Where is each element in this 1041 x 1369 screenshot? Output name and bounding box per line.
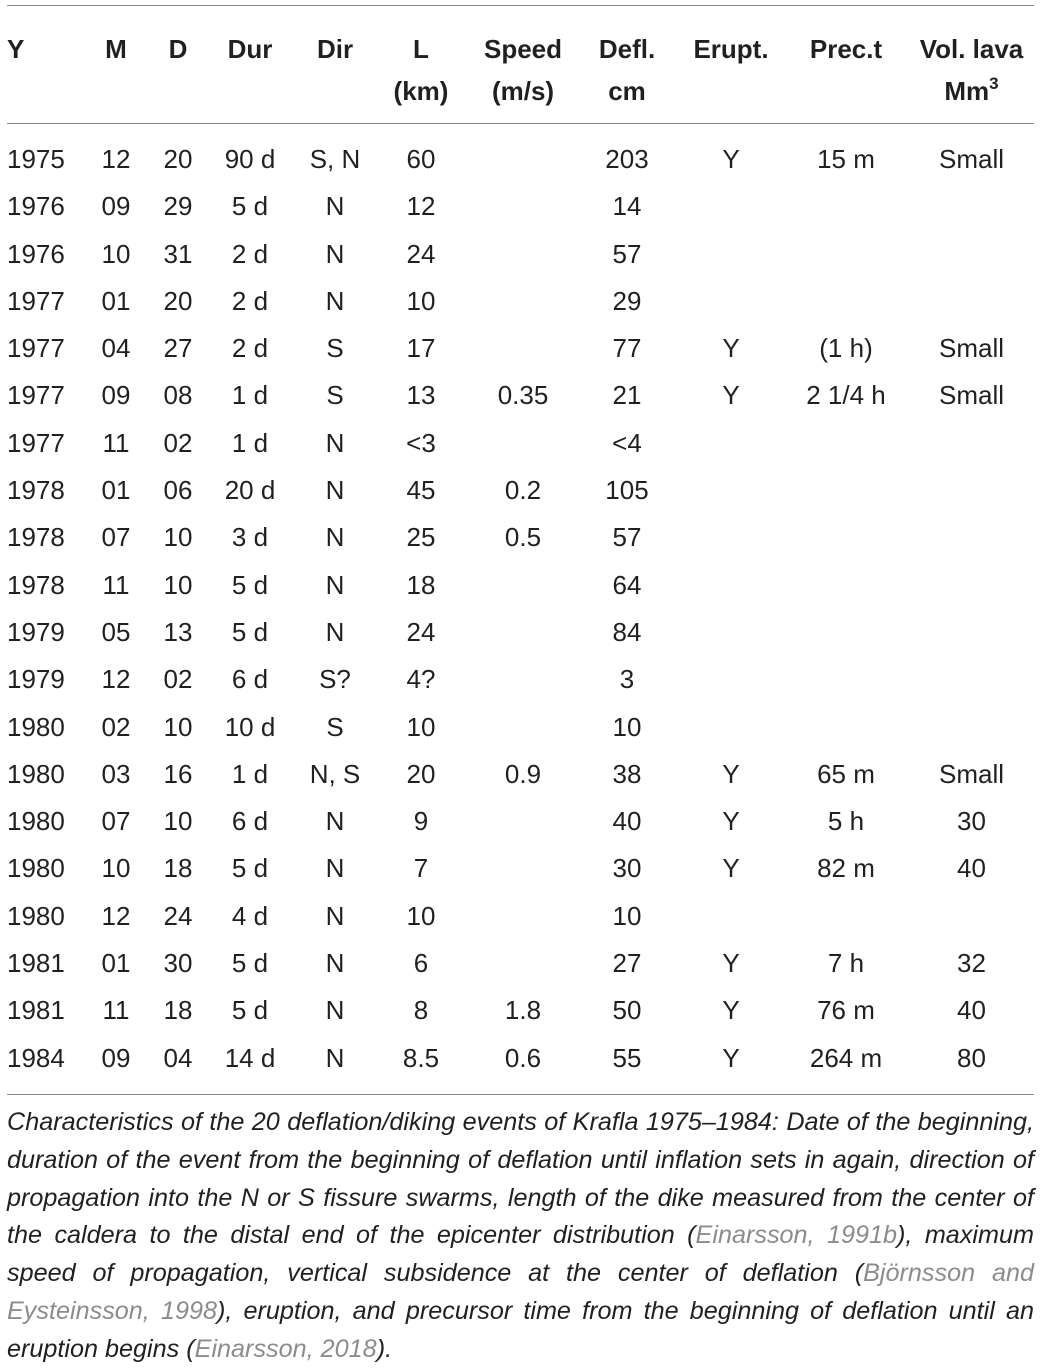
cell-deflation: 84 [612, 616, 642, 647]
cell-month: 01 [101, 475, 131, 506]
cell-length: 8 [413, 995, 429, 1026]
cell-precursor-time [783, 893, 909, 940]
table-row [7, 325, 1034, 372]
cell-year: 1981 [7, 995, 65, 1026]
column-subheader-deflation: cm [608, 76, 646, 106]
cell-length: <3 [406, 427, 436, 458]
cell-duration: 4 d [231, 900, 269, 931]
column-subheader-direction [299, 68, 371, 118]
table-row [7, 372, 1034, 419]
table-row [7, 420, 1034, 467]
cell-month: 09 [101, 191, 131, 222]
cell-year: 1977 [7, 427, 65, 458]
cell-length: 12 [406, 191, 436, 222]
cell-precursor-time [783, 420, 909, 467]
cell-lava-volume: Small [938, 758, 1004, 789]
cell-eruption: Y [722, 1042, 740, 1073]
cell-deflation: 50 [612, 995, 642, 1026]
cell-deflation: <4 [612, 427, 642, 458]
cell-month: 03 [101, 758, 131, 789]
cell-duration: 1 d [231, 380, 269, 411]
cell-precursor-time [783, 183, 909, 230]
table-caption [7, 1104, 1034, 1369]
cell-direction: N [325, 806, 345, 837]
cell-month: 09 [101, 380, 131, 411]
cell-month: 11 [102, 569, 130, 600]
table-row [7, 798, 1034, 845]
column-header-lava-volume: Vol. lava [919, 34, 1024, 64]
cell-day: 31 [163, 238, 193, 269]
cell-deflation: 38 [612, 758, 642, 789]
table-row [7, 183, 1034, 230]
cell-year: 1977 [7, 333, 65, 364]
cell-deflation: 21 [612, 380, 642, 411]
cell-speed: 0.2 [504, 475, 542, 506]
column-subheader-duration [201, 68, 299, 118]
table-row [7, 467, 1034, 514]
cell-year: 1979 [7, 664, 65, 695]
cell-length: 7 [413, 853, 429, 884]
cell-deflation: 203 [605, 144, 649, 174]
cell-eruption [679, 704, 783, 751]
cell-direction: S [326, 333, 344, 364]
cell-speed [471, 656, 575, 703]
cell-deflation: 77 [612, 333, 642, 364]
cell-precursor-time [783, 562, 909, 609]
cell-deflation: 29 [612, 285, 642, 316]
cell-lava-volume [909, 609, 1034, 656]
cell-speed [471, 231, 575, 278]
cell-year: 1980 [7, 758, 65, 789]
column-header-day: D [168, 34, 188, 64]
column-header-direction: Dir [316, 34, 354, 64]
cell-direction: S, N [309, 144, 361, 174]
cell-duration: 5 d [231, 569, 269, 600]
cell-lava-volume [909, 893, 1034, 940]
cell-day: 10 [163, 711, 193, 742]
cell-direction: S [326, 380, 344, 411]
cell-speed [471, 609, 575, 656]
column-header-duration: Dur [227, 34, 273, 64]
cell-day: 16 [163, 758, 193, 789]
column-header-precursor-time: Prec.t [809, 34, 883, 64]
column-subheader-month [77, 68, 155, 118]
cell-duration: 2 d [231, 285, 269, 316]
cell-precursor-time [783, 467, 909, 514]
cell-duration: 1 d [231, 758, 269, 789]
cell-lava-volume [909, 514, 1034, 561]
column-header-speed: Speed [483, 34, 563, 64]
cell-direction: N [325, 900, 345, 931]
cell-length: 4? [406, 664, 436, 695]
cell-day: 10 [163, 806, 193, 837]
cell-lava-volume [909, 656, 1034, 703]
cell-precursor-time: 15 m [817, 144, 875, 174]
cell-eruption [679, 467, 783, 514]
cell-eruption: Y [722, 948, 740, 979]
citation-link-einarsson-1991b[interactable]: Einarsson, 1991b [695, 1221, 898, 1250]
cell-deflation: 3 [619, 664, 635, 695]
cell-precursor-time: 2 1/4 h [806, 380, 886, 411]
table-header [7, 0, 1034, 136]
table-row [7, 656, 1034, 703]
cell-length: 60 [406, 144, 436, 174]
column-subheader-precursor-time [783, 68, 909, 118]
cell-eruption: Y [722, 853, 740, 884]
cell-year: 1981 [7, 948, 65, 979]
cell-direction: N [325, 238, 345, 269]
cell-lava-volume: 32 [957, 948, 986, 979]
cell-year: 1980 [7, 853, 65, 884]
cell-year: 1976 [7, 191, 65, 222]
cell-length: 13 [406, 380, 436, 411]
cell-lava-volume: 40 [957, 995, 986, 1026]
column-subheader-day [155, 68, 201, 118]
cell-direction: N [325, 569, 345, 600]
cell-year: 1976 [7, 238, 65, 269]
cell-lava-volume [909, 562, 1034, 609]
cell-day: 29 [163, 191, 193, 222]
cell-duration: 14 d [224, 1042, 276, 1073]
cell-precursor-time: 264 m [809, 1042, 883, 1073]
cell-deflation: 105 [605, 475, 649, 506]
cell-eruption: Y [722, 380, 740, 411]
cell-eruption: Y [722, 758, 740, 789]
cell-year: 1977 [7, 285, 65, 316]
cell-month: 01 [101, 948, 131, 979]
cell-day: 30 [163, 948, 193, 979]
cell-lava-volume: 40 [957, 853, 986, 884]
cell-speed [471, 136, 575, 183]
cell-speed: 0.6 [504, 1042, 542, 1073]
cell-year: 1975 [7, 144, 65, 174]
cell-duration: 5 d [231, 853, 269, 884]
cell-direction: N [325, 191, 345, 222]
cell-deflation: 40 [612, 806, 642, 837]
cell-precursor-time [783, 609, 909, 656]
caption-text: ), eruption, and precursor time from the beginning of deflation until an eruption begins ( [7, 1296, 1034, 1363]
table-row [7, 562, 1034, 609]
cell-month: 09 [101, 1042, 131, 1073]
cell-length: 10 [406, 285, 436, 316]
cell-eruption [679, 609, 783, 656]
cell-speed [471, 845, 575, 892]
cell-lava-volume: 30 [957, 806, 986, 837]
cell-month: 05 [101, 616, 131, 647]
table-row [7, 609, 1034, 656]
cell-lava-volume [909, 231, 1034, 278]
cell-day: 04 [163, 1042, 193, 1073]
cell-deflation: 57 [612, 238, 642, 269]
cell-direction: N [325, 427, 345, 458]
table-row [7, 231, 1034, 278]
column-subheader-length: (km) [393, 76, 449, 106]
column-header-eruption: Erupt. [693, 34, 769, 64]
cell-duration: 5 d [231, 191, 269, 222]
cell-duration: 10 d [224, 711, 276, 742]
cell-duration: 90 d [224, 144, 276, 174]
table-row [7, 987, 1034, 1034]
cell-length: 24 [406, 616, 436, 647]
cell-eruption [679, 656, 783, 703]
cell-speed [471, 704, 575, 751]
cell-direction: N [325, 1042, 345, 1073]
table-row [7, 893, 1034, 940]
cell-precursor-time: 82 m [817, 853, 875, 884]
cell-speed [471, 183, 575, 230]
cell-month: 07 [101, 806, 131, 837]
column-subheader-year [7, 68, 77, 118]
cell-duration: 20 d [224, 475, 276, 506]
cell-precursor-time [783, 231, 909, 278]
cell-lava-volume: Small [938, 333, 1004, 364]
cell-speed [471, 420, 575, 467]
caption-text: ). [376, 1334, 393, 1363]
cell-direction: S? [319, 664, 351, 695]
cell-lava-volume: Small [938, 144, 1004, 174]
cell-speed: 0.9 [504, 758, 542, 789]
cell-deflation: 10 [612, 711, 642, 742]
cell-speed [471, 893, 575, 940]
cell-precursor-time: 65 m [817, 758, 875, 789]
cell-length: 45 [406, 475, 436, 506]
cell-eruption [679, 231, 783, 278]
table-row [7, 940, 1034, 987]
cell-length: 10 [406, 900, 436, 931]
citation-link-bjornsson-eysteinsson-1998[interactable]: Björnsson and Eysteinsson, 1998 [7, 1259, 1034, 1325]
cell-duration: 5 d [231, 995, 269, 1026]
cell-speed: 1.8 [504, 995, 542, 1026]
column-subheader-lava-volume [909, 68, 1034, 118]
cell-day: 18 [163, 853, 193, 884]
cell-month: 04 [101, 333, 131, 364]
cell-eruption [679, 420, 783, 467]
cell-speed: 0.5 [504, 522, 542, 553]
unit-text: Mm [944, 76, 990, 106]
cell-duration: 2 d [231, 333, 269, 364]
krafla-events-table [7, 0, 1034, 1082]
cell-speed [471, 940, 575, 987]
column-subheader-eruption [679, 68, 783, 118]
cell-deflation: 57 [612, 522, 642, 553]
cell-day: 13 [163, 616, 193, 647]
cell-day: 18 [163, 995, 193, 1026]
cell-direction: N [325, 948, 345, 979]
cell-eruption [679, 278, 783, 325]
cell-direction: N [325, 285, 345, 316]
cell-precursor-time [783, 704, 909, 751]
cell-direction: N [325, 853, 345, 884]
bottom-rule [7, 1094, 1034, 1095]
cell-year: 1978 [7, 569, 65, 600]
cell-length: 8.5 [402, 1042, 440, 1073]
cell-month: 11 [102, 995, 130, 1026]
cell-precursor-time: 5 h [827, 806, 865, 837]
cell-speed [471, 562, 575, 609]
cell-duration: 5 d [231, 616, 269, 647]
cell-day: 20 [163, 144, 193, 174]
cell-year: 1978 [7, 475, 65, 506]
cell-year: 1980 [7, 711, 65, 742]
cell-duration: 5 d [231, 948, 269, 979]
cell-precursor-time: 76 m [817, 995, 875, 1026]
cell-eruption [679, 514, 783, 561]
cell-eruption [679, 562, 783, 609]
cell-precursor-time [783, 278, 909, 325]
cell-day: 08 [163, 380, 193, 411]
cell-duration: 1 d [231, 427, 269, 458]
cell-length: 9 [413, 806, 429, 837]
cell-speed: 0.35 [497, 380, 549, 411]
column-header-year: Y [7, 34, 25, 64]
cell-eruption: Y [722, 995, 740, 1026]
table-row [7, 845, 1034, 892]
cell-month: 12 [101, 900, 131, 931]
cell-day: 02 [163, 664, 193, 695]
cell-precursor-time [783, 514, 909, 561]
cell-length: 20 [406, 758, 436, 789]
cell-lava-volume [909, 704, 1034, 751]
cell-precursor-time [783, 656, 909, 703]
cell-duration: 2 d [231, 238, 269, 269]
table-row [7, 278, 1034, 325]
cell-day: 02 [163, 427, 193, 458]
cell-deflation: 14 [612, 191, 642, 222]
cell-duration: 3 d [231, 522, 269, 553]
cell-year: 1977 [7, 380, 65, 411]
cell-deflation: 64 [612, 569, 642, 600]
cell-eruption [679, 893, 783, 940]
cell-month: 01 [101, 285, 131, 316]
cell-month: 12 [101, 664, 131, 695]
table-row [7, 704, 1034, 751]
cell-duration: 6 d [231, 664, 269, 695]
cell-deflation: 55 [612, 1042, 642, 1073]
cell-length: 10 [406, 711, 436, 742]
cell-deflation: 10 [612, 900, 642, 931]
cell-lava-volume: Small [938, 380, 1004, 411]
cell-year: 1984 [7, 1042, 65, 1073]
cell-direction: N [325, 616, 345, 647]
column-header-month: M [105, 34, 127, 64]
cell-month: 10 [101, 853, 131, 884]
unit-superscript: 3 [989, 74, 999, 93]
cell-month: 07 [101, 522, 131, 553]
cell-length: 17 [406, 333, 436, 364]
cell-speed [471, 278, 575, 325]
cell-day: 27 [163, 333, 193, 364]
cell-precursor-time: 7 h [827, 948, 865, 979]
cell-eruption: Y [722, 806, 740, 837]
table-row [7, 1035, 1034, 1082]
table-row [7, 136, 1034, 183]
table-body [7, 136, 1034, 1082]
cell-direction: S [326, 711, 344, 742]
cell-year: 1979 [7, 616, 65, 647]
cell-direction: N [325, 475, 345, 506]
column-subheader-speed: (m/s) [491, 76, 555, 106]
cell-length: 24 [406, 238, 436, 269]
cell-month: 10 [101, 238, 131, 269]
table-row [7, 751, 1034, 798]
cell-eruption: Y [722, 144, 740, 174]
cell-duration: 6 d [231, 806, 269, 837]
cell-speed [471, 798, 575, 845]
cell-month: 12 [101, 144, 131, 174]
cell-direction: N, S [309, 758, 361, 789]
cell-day: 24 [163, 900, 193, 931]
cell-lava-volume [909, 467, 1034, 514]
cell-day: 06 [163, 475, 193, 506]
column-header-length: L [413, 34, 429, 64]
column-header-deflation: Defl. [598, 34, 656, 64]
cell-year: 1980 [7, 900, 65, 931]
caption-text: Characteristics of the 20 deflation/diking events of Krafla 1975–1984: Date of the beginning, duration of the event from the beginning of deflation until inflation sets in again, direction of propagation into the N or S fissure swarms, length of the dike measured from the center of the caldera to the distal end of the epicenter distribution ( [7, 1108, 1034, 1250]
citation-link-einarsson-2018[interactable]: Einarsson, 2018 [194, 1334, 377, 1363]
cell-length: 18 [406, 569, 436, 600]
cell-lava-volume: 80 [957, 1042, 986, 1073]
cell-lava-volume [909, 278, 1034, 325]
table-row [7, 514, 1034, 561]
cell-deflation: 30 [612, 853, 642, 884]
cell-direction: N [325, 522, 345, 553]
cell-day: 20 [163, 285, 193, 316]
cell-day: 10 [163, 522, 193, 553]
cell-day: 10 [163, 569, 193, 600]
cell-year: 1980 [7, 806, 65, 837]
cell-precursor-time: (1 h) [819, 333, 873, 364]
cell-year: 1978 [7, 522, 65, 553]
cell-deflation: 27 [612, 948, 642, 979]
cell-eruption [679, 183, 783, 230]
cell-eruption: Y [722, 333, 740, 364]
cell-length: 6 [413, 948, 429, 979]
cell-month: 02 [101, 711, 131, 742]
cell-length: 25 [406, 522, 436, 553]
caption-text: ), maximum speed of propagation, vertical subsidence at the center of deflation ( [7, 1221, 1034, 1288]
cell-month: 11 [102, 427, 130, 458]
cell-lava-volume [909, 420, 1034, 467]
cell-speed [471, 325, 575, 372]
cell-lava-volume [909, 183, 1034, 230]
cell-direction: N [325, 995, 345, 1026]
